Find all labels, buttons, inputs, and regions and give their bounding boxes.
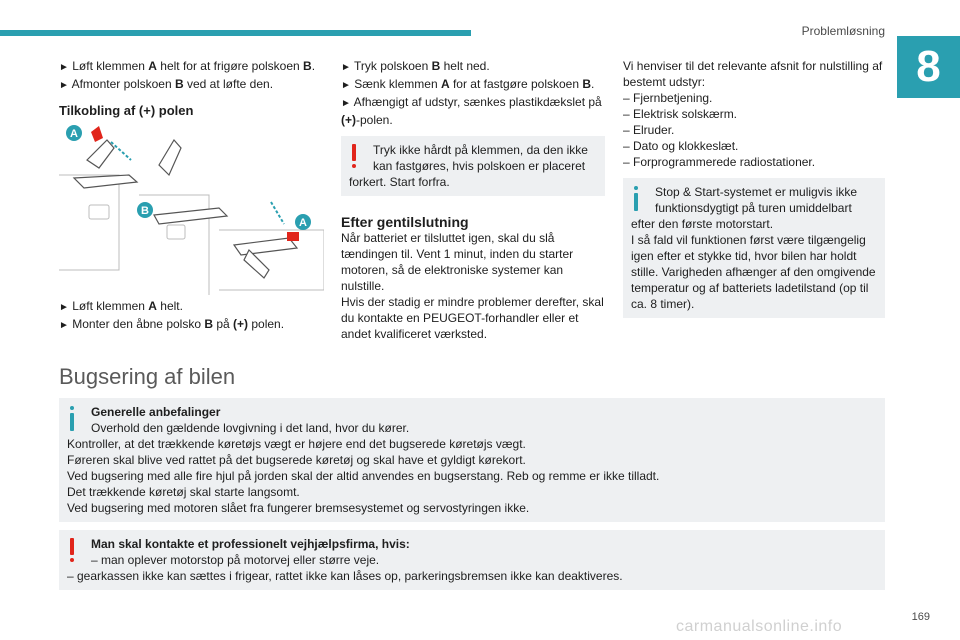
- red-clamp-marker: [91, 126, 103, 142]
- warning-note: Man skal kontakte et professionelt vejhjælpsfirma, hvis: – man oplever motorstop på motorvej eller større veje. – gearkassen ikke kan sættes i frigear, rattet ikke kan låses op, parkeringsbremsen ikke kan deaktiveres.: [59, 530, 885, 590]
- list-item: – Forprogrammerede radiostationer.: [623, 155, 816, 169]
- warning-icon: [349, 144, 359, 170]
- chapter-number-tab: 8: [897, 36, 960, 98]
- warning-icon: [67, 538, 77, 564]
- list-item: – Dato og klokkeslæt.: [623, 139, 739, 153]
- step-item: ► Afhængigt af udstyr, sænkes plastikdækslet på (+)-polen.: [341, 95, 602, 127]
- paragraph: Hvis der stadig er mindre problemer derefter, skal du kontakte en PEUGEOT-forhandler eller et andet kvalificeret værksted.: [341, 295, 604, 341]
- info-note: Generelle anbefalinger Overhold den gældende lovgivning i det land, hvor du kører. Kontroller, at det trækkende køretøjs vægt er højere end det bugserede køretøjs vægt. Føreren skal blive ved rattet på det bugserede køretøj og skal have et gyldigt kørekort. Ved bugsering med alle fire hjul på jorden skal der altid anvendes en bugserstang. Reb og remme er ikke tilladt. Det trækkende køretøj skal starte langsomt. Ved bugsering med motoren slået fra fungerer bremsesystemet og servostyringen ikke.: [59, 398, 885, 522]
- info-icon: [67, 406, 77, 432]
- subheading: Tilkobling af (+) polen: [59, 103, 194, 118]
- step-item: ► Afmonter polskoen B ved at løfte den.: [59, 77, 274, 91]
- right-column: [623, 58, 885, 318]
- callout-a: [66, 125, 82, 141]
- subheading: Efter gentilslutning: [341, 214, 469, 230]
- svg-text:A: A: [70, 128, 78, 140]
- section-title: Problemløsning: [801, 24, 885, 38]
- list-item: – Fjernbetjening.: [623, 91, 713, 105]
- page-number: 169: [911, 611, 930, 623]
- info-icon: [631, 186, 641, 212]
- section-heading: Bugsering af bilen: [59, 364, 236, 389]
- step-item: ► Sænk klemmen A for at fastgøre polskoen B.: [341, 77, 595, 91]
- red-clamp-marker: [287, 232, 299, 241]
- step-item: ► Løft klemmen A helt.: [59, 299, 183, 313]
- header-accent-bar: [0, 30, 471, 36]
- step-item: ► Monter den åbne polsko B på (+) polen.: [59, 317, 285, 331]
- callout-a: [295, 214, 311, 230]
- list-item: – Elruder.: [623, 123, 675, 137]
- info-note: Stop & Start-systemet er muligvis ikke funktionsdygtigt på turen umiddelbart efter den første motorstart. I så fald vil funktionen først være tilgængelig igen efter et stykke tid, hvor bilen har holdt stille. Varigheden afhænger af den omgivende temperatur og af batteriets ladetilstand (op til ca. 8 timer).: [623, 178, 885, 318]
- step-item: ► Tryk polskoen B helt ned.: [341, 59, 490, 73]
- warning-note: Tryk ikke hårdt på klemmen, da den ikke kan fastgøres, hvis polskoen er placeret forkert. Start forfra.: [341, 136, 605, 196]
- paragraph: Vi henviser til det relevante afsnit for nulstilling af bestemt udstyr:: [623, 59, 883, 89]
- step-item: ► Løft klemmen A helt for at frigøre polskoen B.: [59, 59, 316, 73]
- battery-terminal-figure: [59, 120, 324, 295]
- left-column: [59, 58, 324, 119]
- paragraph: Når batteriet er tilsluttet igen, skal du slå tændingen til. Vent 1 minut, inden du starter motoren, så de elektroniske systemer kan nulstille.: [341, 231, 574, 293]
- callout-b: [137, 202, 153, 218]
- svg-text:B: B: [141, 205, 149, 217]
- middle-column: [341, 58, 605, 342]
- watermark: carmanualsonline.info: [676, 618, 843, 635]
- left-column-bottom: [59, 298, 324, 334]
- svg-text:A: A: [299, 217, 307, 229]
- list-item: – Elektrisk solskærm.: [623, 107, 738, 121]
